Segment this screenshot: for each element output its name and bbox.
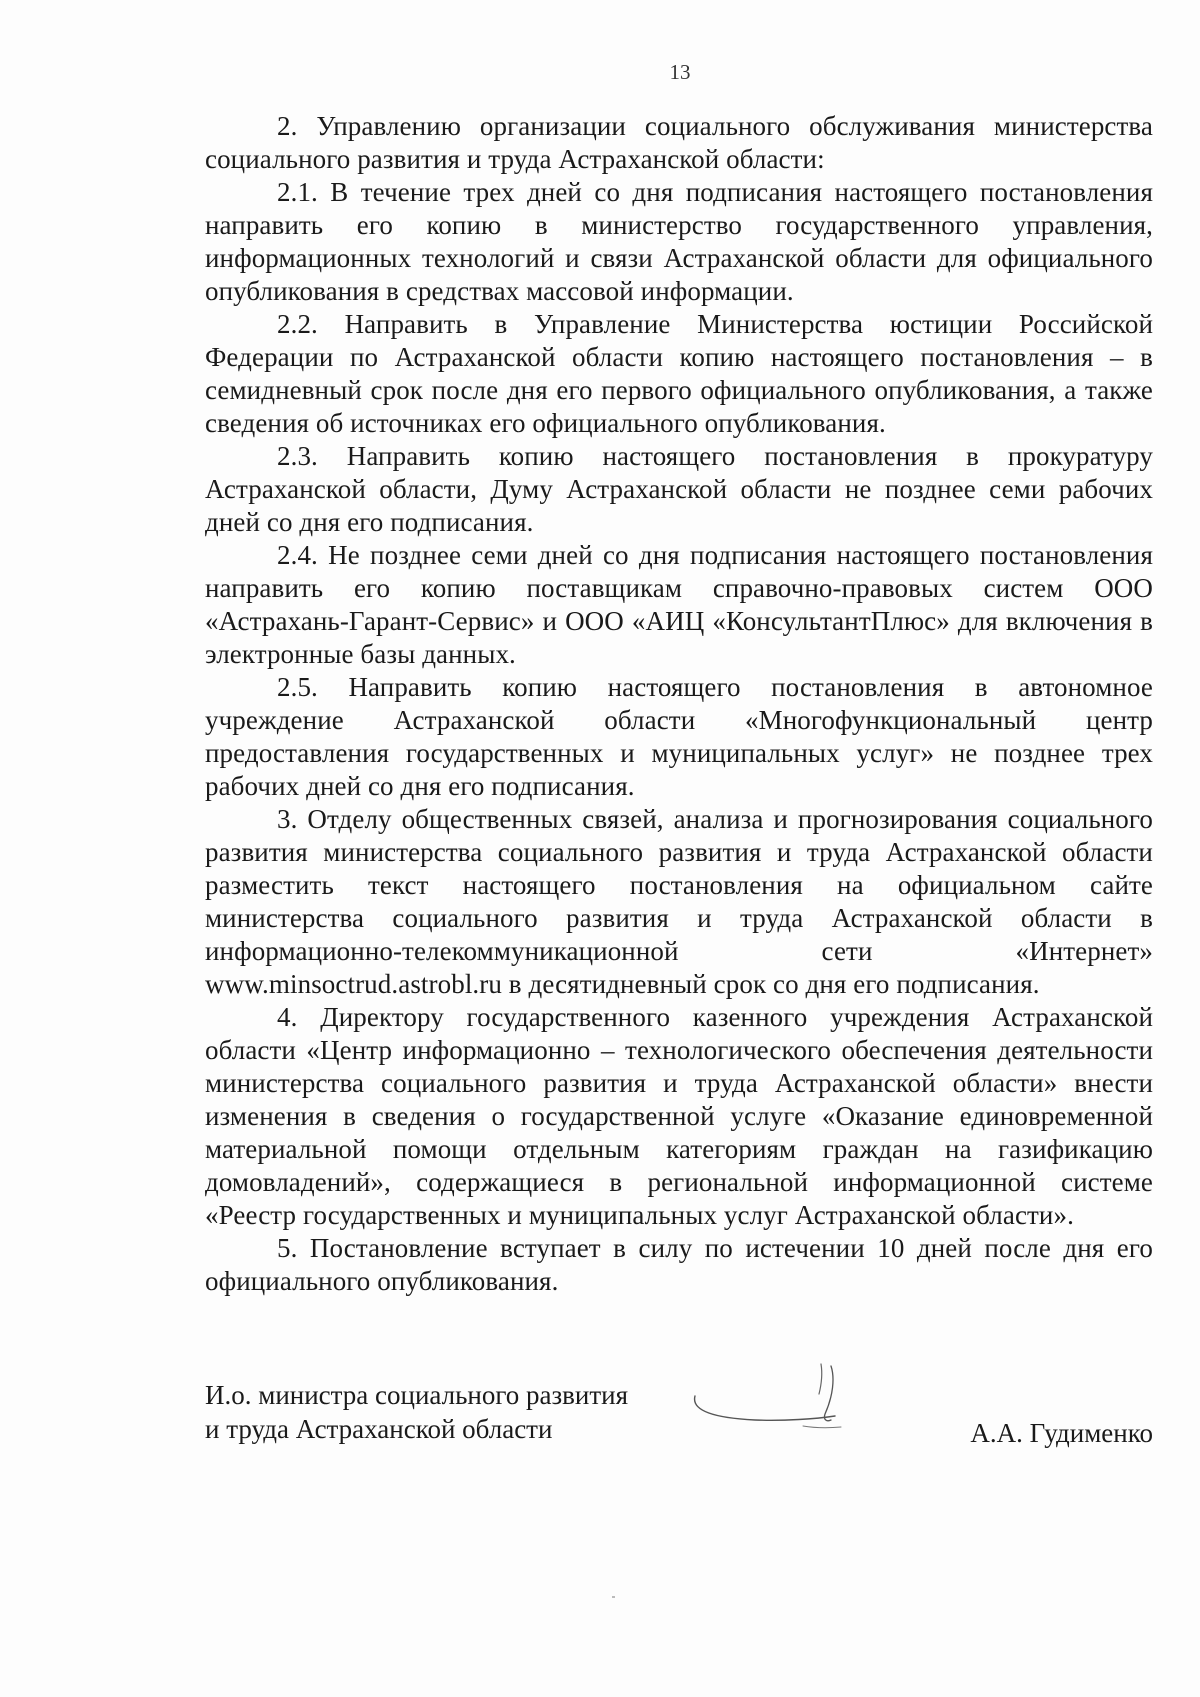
document-body [205, 110, 1153, 1298]
paragraph-2: 2. Управлению организации социального обслуживания министерства социального развития и труда Астраханской области: [205, 111, 1153, 174]
signatory-title-line1: И.о. министра социального развития [205, 1380, 629, 1410]
signature-block [205, 1378, 1153, 1458]
scan-speck [612, 1596, 615, 1598]
handwritten-signature-icon [685, 1356, 865, 1456]
paragraph-2-5: 2.5. Направить копию настоящего постановления в автономное учреждение Астраханской области «Многофункциональный центр предоставления государственных и муниципальных услуг» не позднее трех рабочих дней со дня его подписания. [205, 672, 1153, 801]
signatory-title [205, 1378, 628, 1446]
page-number: 13 [669, 60, 691, 84]
paragraph-3: 3. Отделу общественных связей, анализа и прогнозирования социального развития министерства социального развития и труда Астраханской области разместить текст настоящего постановления на официальном сайте министерства социального развития и труда Астраханской области в информационно-телекоммуникационной сети «Интернет» www.minsoctrud.astrobl.ru в десятидневный срок со дня его подписания. [205, 804, 1153, 999]
paragraph-2-1: 2.1. В течение трех дней со дня подписания настоящего постановления направить его копию в министерство государственного управления, информационных технологий и связи Астраханской области для официального опубликования в средствах массовой информации. [205, 177, 1153, 306]
paragraph-4: 4. Директору государственного казенного учреждения Астраханской области «Центр информационно – технологического обеспечения деятельности министерства социального развития и труда Астраханской области» внести изменения в сведения о государственной услуге «Оказание единовременной материальной помощи отдельным категориям граждан на газификацию домовладений», содержащиеся в региональной информационной системе «Реестр государственных и муниципальных услуг Астраханской области». [205, 1002, 1153, 1230]
signatory-title-line2: и труда Астраханской области [205, 1414, 553, 1444]
paragraph-2-3: 2.3. Направить копию настоящего постановления в прокуратуру Астраханской области, Думу Астраханской области не позднее семи рабочих дней со дня его подписания. [205, 441, 1153, 537]
paragraph-5: 5. Постановление вступает в силу по истечении 10 дней после дня его официального опубликования. [205, 1233, 1153, 1296]
paragraph-2-2: 2.2. Направить в Управление Министерства юстиции Российской Федерации по Астраханской области копию настоящего постановления – в семидневный срок после дня его первого официального опубликования, а также сведения об источниках его официального опубликования. [205, 309, 1153, 438]
signatory-name: А.А. Гудименко [970, 1418, 1153, 1448]
paragraph-2-4: 2.4. Не позднее семи дней со дня подписания настоящего постановления направить его копию поставщикам справочно-правовых систем ООО «Астрахань-Гарант-Сервис» и ООО «АИЦ «КонсультантПлюс» для включения в электронные базы данных. [205, 540, 1153, 669]
